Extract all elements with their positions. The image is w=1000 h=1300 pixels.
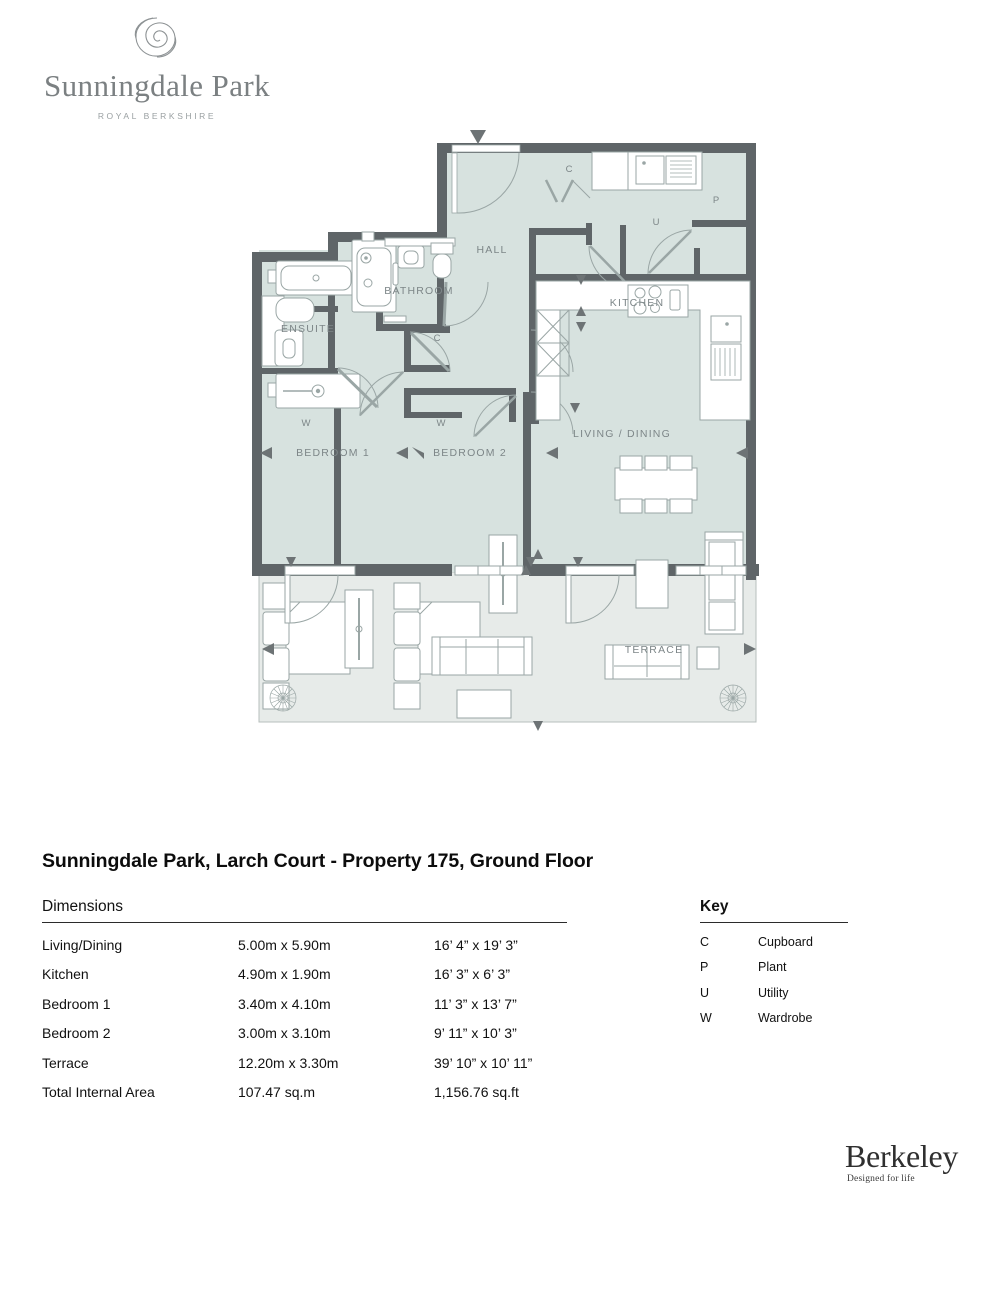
dimension-imperial: 11’ 3” x 13’ 7” bbox=[434, 995, 517, 1012]
list-item bbox=[700, 923, 848, 949]
dimension-room: Bedroom 1 bbox=[42, 995, 111, 1012]
key-symbol: W bbox=[700, 1011, 712, 1025]
dimension-room: Total Internal Area bbox=[42, 1084, 155, 1100]
plan-marker-utility: U bbox=[652, 217, 660, 228]
dimension-metric: 3.00m x 3.10m bbox=[238, 1025, 331, 1041]
plan-marker-plant: P bbox=[712, 195, 720, 206]
dimension-room: Terrace bbox=[42, 1054, 89, 1071]
dimension-room: Living/Dining bbox=[42, 936, 123, 953]
dimension-imperial: 1,156.76 sq.ft bbox=[434, 1084, 519, 1100]
plan-marker-wardrobe-bed1: W bbox=[301, 418, 311, 429]
plan-marker-cupboard-inner: C bbox=[433, 333, 441, 344]
room-label-kitchen: KITCHEN bbox=[609, 297, 665, 309]
entrance-arrow-icon bbox=[470, 130, 486, 144]
key-symbol: U bbox=[700, 985, 710, 1000]
key-description: Utility bbox=[758, 985, 789, 1000]
key-description: Cupboard bbox=[758, 934, 813, 949]
dimension-imperial: 16’ 4” x 19’ 3” bbox=[434, 936, 518, 953]
key-symbol: C bbox=[700, 934, 710, 949]
list-item bbox=[700, 949, 848, 975]
rose-swirl-icon bbox=[129, 14, 185, 64]
table-row bbox=[42, 1012, 567, 1042]
table-row bbox=[42, 953, 567, 983]
key-heading: Key bbox=[700, 898, 848, 923]
brand-name: Berkeley bbox=[845, 1138, 959, 1174]
dimension-metric: 12.20m x 3.30m bbox=[238, 1054, 339, 1071]
key-symbol: P bbox=[700, 960, 709, 974]
key-description: Plant bbox=[758, 960, 787, 974]
berkeley-logo bbox=[845, 1140, 958, 1184]
dimension-metric: 5.00m x 5.90m bbox=[238, 936, 331, 953]
dimension-room: Bedroom 2 bbox=[42, 1025, 111, 1041]
dimension-imperial: 9’ 11” x 10’ 3” bbox=[434, 1025, 517, 1041]
table-row bbox=[42, 1071, 567, 1101]
dimension-metric: 107.47 sq.m bbox=[238, 1084, 316, 1100]
floor-plan bbox=[0, 120, 1000, 740]
room-label-hall: HALL bbox=[476, 244, 508, 256]
room-label-bedroom-1: BEDROOM 1 bbox=[296, 447, 370, 459]
table-row bbox=[42, 982, 567, 1012]
key-table bbox=[700, 898, 848, 1025]
table-row bbox=[42, 923, 567, 953]
floor-plan-drawing bbox=[0, 120, 1000, 740]
dimension-room: Kitchen bbox=[42, 966, 89, 982]
development-subtitle: ROYAL BERKSHIRE bbox=[97, 111, 217, 121]
key-description: Wardrobe bbox=[758, 1011, 813, 1025]
brand-tagline: Designed for life bbox=[847, 1174, 915, 1184]
table-row bbox=[42, 1041, 567, 1071]
list-item bbox=[700, 974, 848, 1000]
plan-marker-cupboard-hall: C bbox=[565, 164, 573, 175]
dimensions-heading: Dimensions bbox=[42, 898, 567, 923]
dimension-imperial: 16’ 3” x 6’ 3” bbox=[434, 966, 510, 982]
utility-appliances bbox=[592, 152, 702, 190]
page-title: Sunningdale Park, Larch Court - Property 175, Ground Floor bbox=[42, 850, 594, 872]
dimensions-table bbox=[42, 898, 567, 1100]
room-label-living-dining: LIVING / DINING bbox=[573, 428, 671, 440]
dimension-metric: 4.90m x 1.90m bbox=[238, 966, 331, 982]
room-label-bedroom-2: BEDROOM 2 bbox=[433, 447, 507, 459]
room-label-terrace: TERRACE bbox=[624, 644, 684, 656]
room-label-ensuite: ENSUITE bbox=[281, 323, 335, 335]
dimension-metric: 3.40m x 4.10m bbox=[238, 995, 331, 1012]
list-item bbox=[700, 1000, 848, 1026]
plan-marker-wardrobe-bed2: W bbox=[436, 418, 446, 429]
development-name: Sunningdale Park bbox=[44, 68, 270, 103]
dimension-imperial: 39’ 10” x 10’ 11” bbox=[434, 1054, 533, 1071]
development-logo bbox=[32, 14, 282, 121]
room-label-bathroom: BATHROOM bbox=[384, 285, 454, 297]
